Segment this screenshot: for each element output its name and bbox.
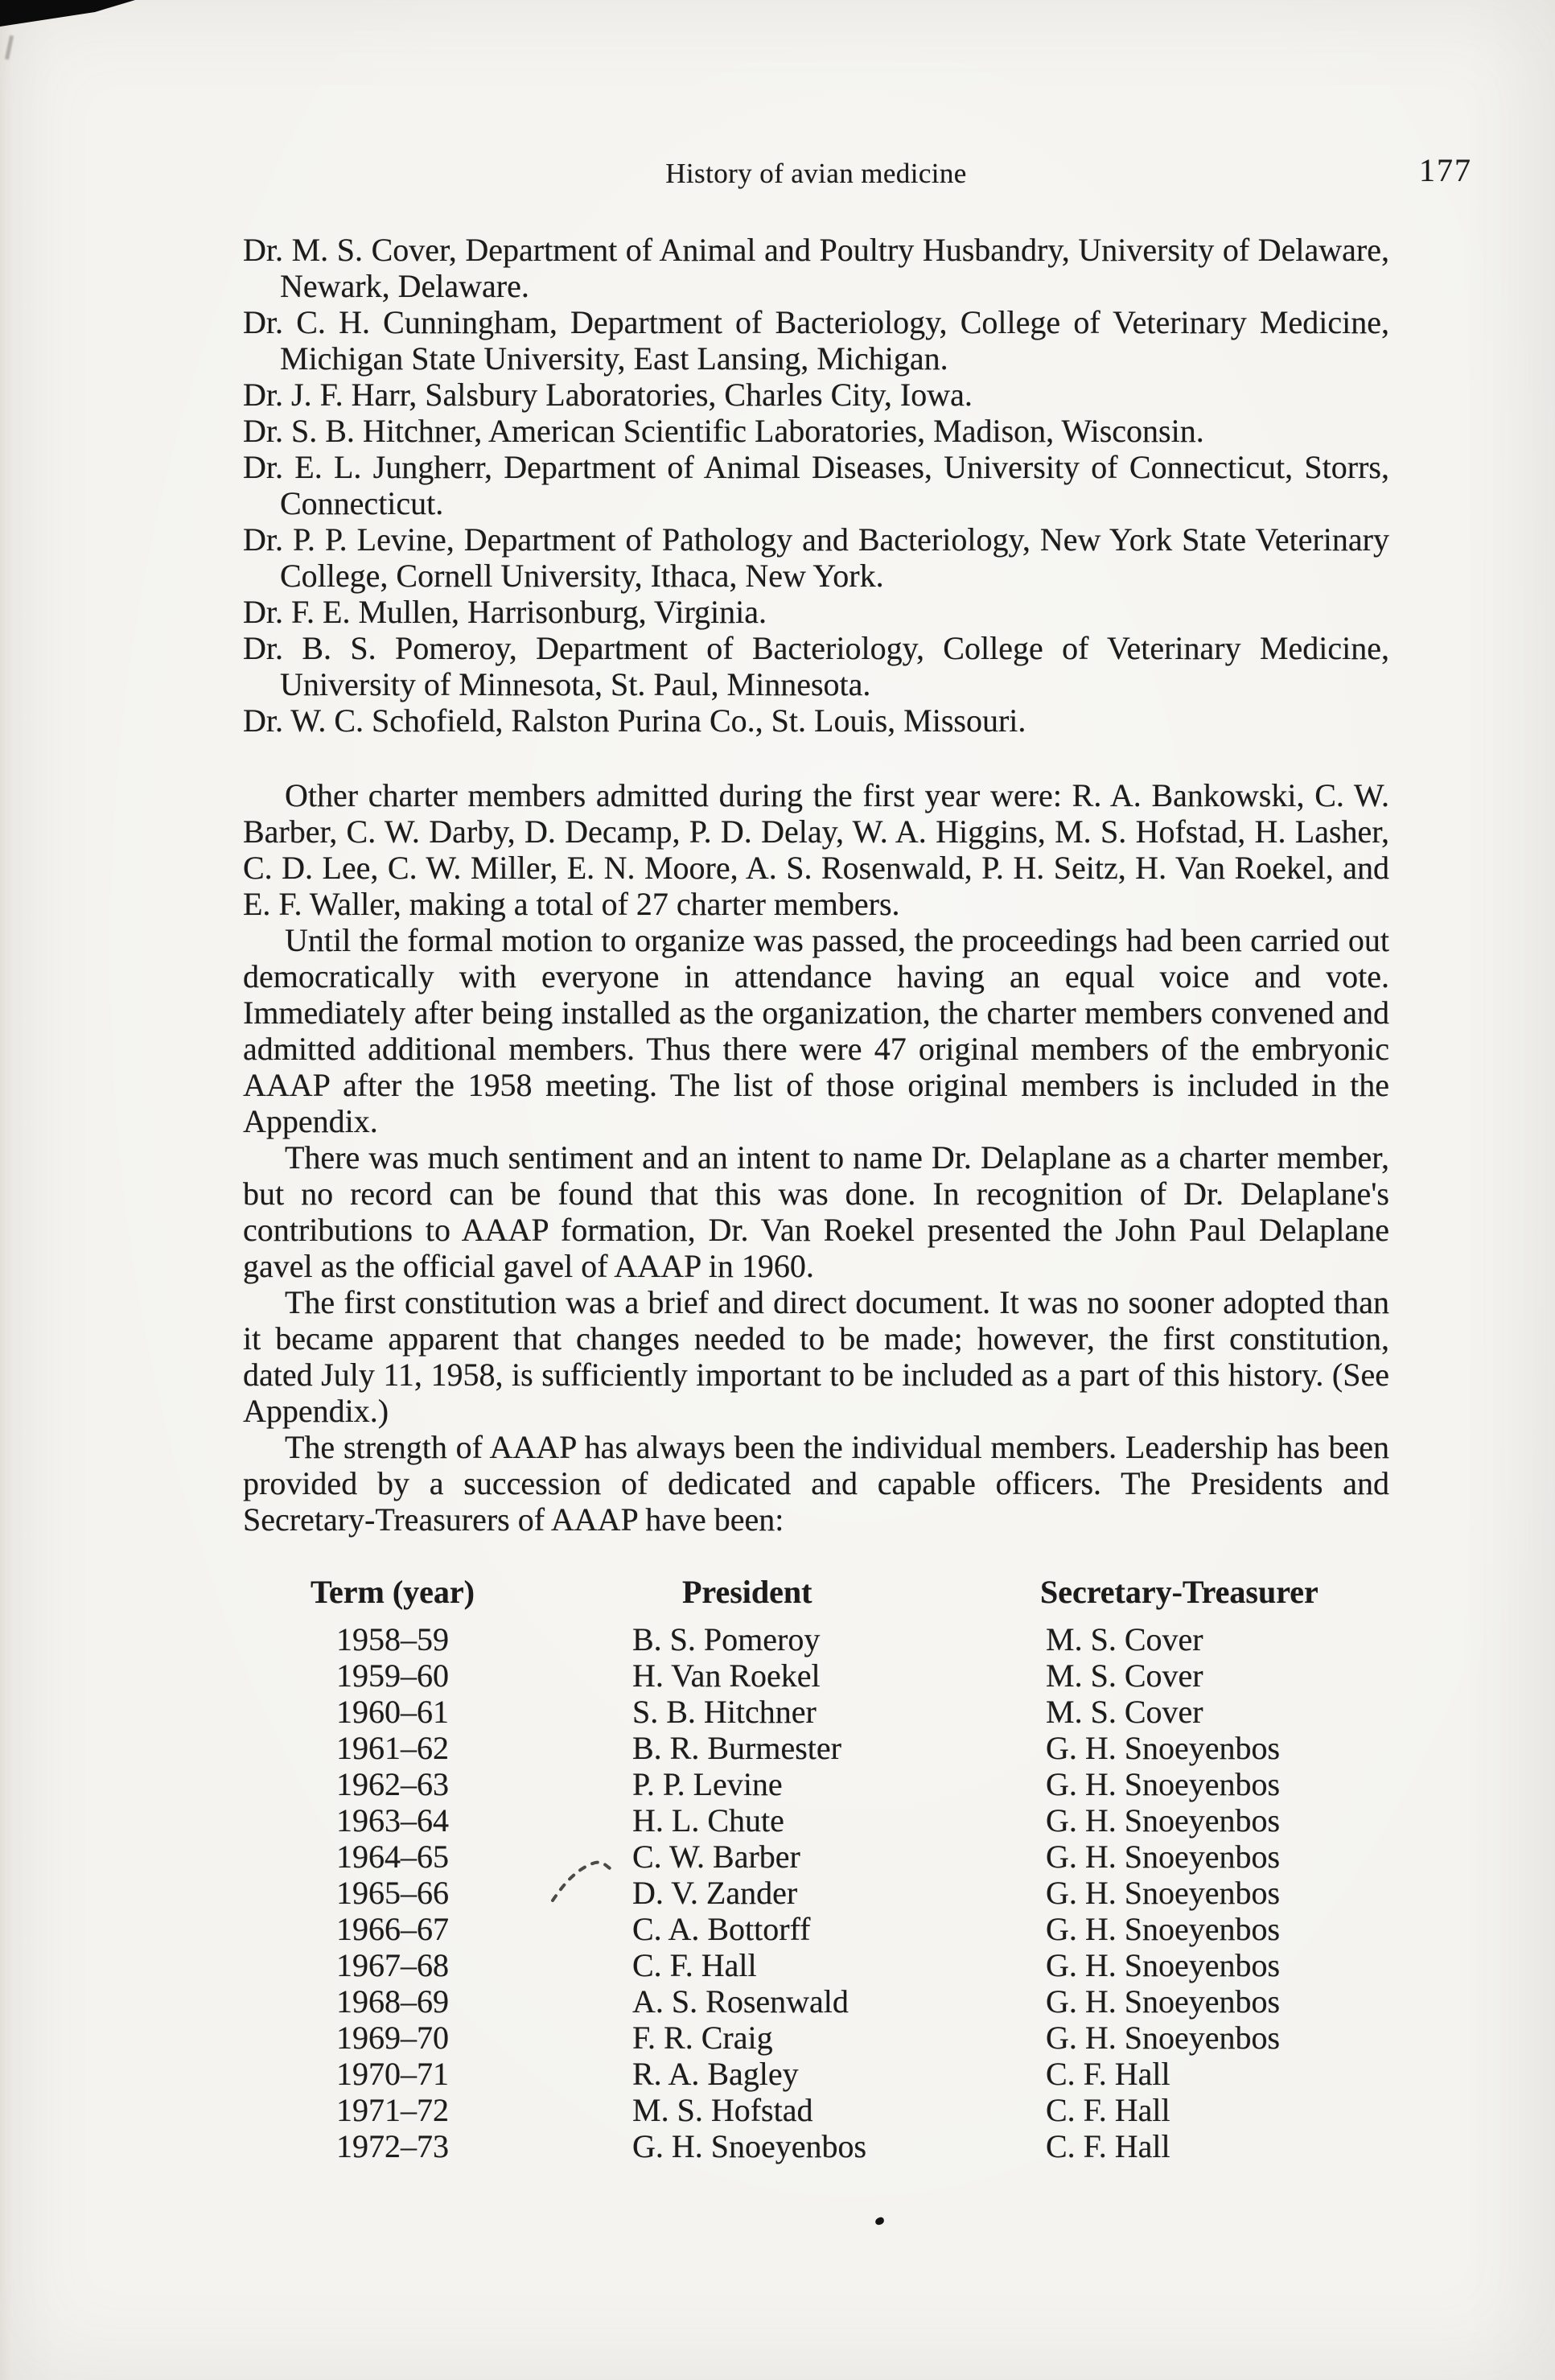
president-cell: C. A. Bottorff bbox=[632, 1911, 811, 1947]
term-cell: 1964–65 bbox=[336, 1839, 449, 1875]
secretary-treasurer-cell: G. H. Snoeyenbos bbox=[1046, 2020, 1281, 2056]
running-head-title: History of avian medicine bbox=[665, 158, 967, 189]
charter-member-entry: Dr. E. L. Jungherr, Department of Animal Diseases, University of Connecticut, Storrs, Connecticut. bbox=[243, 449, 1389, 521]
term-cell: 1969–70 bbox=[336, 2020, 449, 2056]
officers-table-rows bbox=[241, 1621, 1392, 2164]
officers-table-row bbox=[241, 1947, 1392, 1983]
charter-member-entry: Dr. M. S. Cover, Department of Animal and Poultry Husbandry, University of Delaware, Newark, Delaware. bbox=[243, 232, 1389, 304]
charter-member-entry: Dr. J. F. Harr, Salsbury Laboratories, Charles City, Iowa. bbox=[243, 377, 973, 413]
term-cell: 1971–72 bbox=[336, 2092, 449, 2128]
secretary-treasurer-cell: C. F. Hall bbox=[1046, 2128, 1170, 2164]
body-paragraphs bbox=[243, 777, 1389, 1538]
secretary-treasurer-cell: G. H. Snoeyenbos bbox=[1046, 1839, 1281, 1875]
term-cell: 1962–63 bbox=[336, 1766, 449, 1802]
officers-table-row bbox=[241, 1621, 1392, 1657]
secretary-treasurer-cell: M. S. Cover bbox=[1046, 1621, 1203, 1657]
secretary-treasurer-cell: G. H. Snoeyenbos bbox=[1046, 1947, 1281, 1983]
secretary-treasurer-cell: G. H. Snoeyenbos bbox=[1046, 1730, 1281, 1766]
officers-table-row bbox=[241, 1766, 1392, 1802]
term-cell: 1970–71 bbox=[336, 2056, 449, 2092]
scan-smudge-icon bbox=[5, 35, 14, 60]
president-cell: A. S. Rosenwald bbox=[632, 1983, 849, 2020]
officers-table-row bbox=[241, 1875, 1392, 1911]
president-cell: M. S. Hofstad bbox=[632, 2092, 813, 2128]
term-cell: 1965–66 bbox=[336, 1875, 449, 1911]
officers-table-row bbox=[241, 2056, 1392, 2092]
charter-member-entry: Dr. S. B. Hitchner, American Scientific Laboratories, Madison, Wisconsin. bbox=[243, 413, 1204, 449]
secretary-treasurer-cell: G. H. Snoeyenbos bbox=[1046, 1911, 1281, 1947]
secretary-treasurer-cell: M. S. Cover bbox=[1046, 1694, 1203, 1730]
officers-table-header bbox=[241, 1574, 1392, 1610]
term-cell: 1966–67 bbox=[336, 1911, 449, 1947]
term-cell: 1968–69 bbox=[336, 1983, 449, 2020]
pencil-check-mark-icon bbox=[550, 1859, 615, 1909]
body-paragraph: Other charter members admitted during the first year were: R. A. Bankowski, C. W. Barber, C. W. Darby, D. Decamp, P. D. Delay, W. A. Higgins, M. S. Hofstad, H. Lasher, C. D. Lee, C. W. Miller, E. N. Moore, A. S. Rosenwald, P. H. Seitz, H. Van Roekel, and E. F. Waller, making a total of 27 charter members. bbox=[243, 777, 1389, 922]
term-cell: 1958–59 bbox=[336, 1621, 449, 1657]
secretary-treasurer-cell: G. H. Snoeyenbos bbox=[1046, 1983, 1281, 2020]
president-cell: C. F. Hall bbox=[632, 1947, 757, 1983]
page-number: 177 bbox=[1419, 152, 1472, 188]
charter-member-entry: Dr. W. C. Schofield, Ralston Purina Co., St. Louis, Missouri. bbox=[243, 702, 1026, 739]
officers-table-row bbox=[241, 1657, 1392, 1694]
president-cell: P. P. Levine bbox=[632, 1766, 783, 1802]
officers-table-row bbox=[241, 2020, 1392, 2056]
president-cell: F. R. Craig bbox=[632, 2020, 773, 2056]
column-header-term: Term (year) bbox=[311, 1574, 475, 1610]
body-paragraph: Until the formal motion to organize was passed, the proceedings had been carried out democratically with everyone in attendance having an equal voice and vote. Immediately after being installed as the organization, the charter members convened and admitted additional members. Thus there were 47 original members of the embryonic AAAP after the 1958 meeting. The list of those original members is included in the Appendix. bbox=[243, 922, 1389, 1139]
charter-members-address-list bbox=[243, 232, 1389, 739]
officers-table-row bbox=[241, 2092, 1392, 2128]
president-cell: C. W. Barber bbox=[632, 1839, 800, 1875]
president-cell: R. A. Bagley bbox=[632, 2056, 799, 2092]
president-cell: B. R. Burmester bbox=[632, 1730, 841, 1766]
president-cell: H. Van Roekel bbox=[632, 1657, 821, 1694]
charter-member-entry: Dr. F. E. Mullen, Harrisonburg, Virginia. bbox=[243, 594, 767, 630]
term-cell: 1967–68 bbox=[336, 1947, 449, 1983]
body-paragraph: The first constitution was a brief and direct document. It was no sooner adopted than it became apparent that changes needed to be made; however, the first constitution, dated July 11, 1958, is sufficiently important to be included as a part of this history. (See Appendix.) bbox=[243, 1284, 1389, 1429]
president-cell: S. B. Hitchner bbox=[632, 1694, 817, 1730]
term-cell: 1963–64 bbox=[336, 1802, 449, 1839]
officers-table-row bbox=[241, 1802, 1392, 1839]
charter-member-entry: Dr. P. P. Levine, Department of Pathology and Bacteriology, New York State Veterinary College, Cornell University, Ithaca, New York. bbox=[243, 521, 1389, 594]
officers-table-row bbox=[241, 2128, 1392, 2164]
secretary-treasurer-cell: C. F. Hall bbox=[1046, 2092, 1170, 2128]
president-cell: D. V. Zander bbox=[632, 1875, 798, 1911]
body-paragraph: The strength of AAAP has always been the individual members. Leadership has been provided by a succession of dedicated and capable officers. The Presidents and Secretary-Treasurers of AAAP have been: bbox=[243, 1429, 1389, 1538]
officers-table bbox=[241, 1574, 1392, 2164]
body-paragraph: There was much sentiment and an intent to name Dr. Delaplane as a charter member, but no record can be found that this was done. In recognition of Dr. Delaplane's contributions to AAAP formation, Dr. Van Roekel presented the John Paul Delaplane gavel as the official gavel of AAAP in 1960. bbox=[243, 1139, 1389, 1284]
secretary-treasurer-cell: M. S. Cover bbox=[1046, 1657, 1203, 1694]
column-header-president: President bbox=[682, 1574, 812, 1610]
president-cell: G. H. Snoeyenbos bbox=[632, 2128, 867, 2164]
officers-table-row bbox=[241, 1839, 1392, 1875]
secretary-treasurer-cell: C. F. Hall bbox=[1046, 2056, 1170, 2092]
term-cell: 1960–61 bbox=[336, 1694, 449, 1730]
charter-member-entry: Dr. C. H. Cunningham, Department of Bacteriology, College of Veterinary Medicine, Michigan State University, East Lansing, Michigan. bbox=[243, 304, 1389, 377]
secretary-treasurer-cell: G. H. Snoeyenbos bbox=[1046, 1875, 1281, 1911]
president-cell: B. S. Pomeroy bbox=[632, 1621, 821, 1657]
column-header-secretary-treasurer: Secretary-Treasurer bbox=[1040, 1574, 1318, 1610]
secretary-treasurer-cell: G. H. Snoeyenbos bbox=[1046, 1802, 1281, 1839]
term-cell: 1959–60 bbox=[336, 1657, 449, 1694]
term-cell: 1972–73 bbox=[336, 2128, 449, 2164]
officers-table-row bbox=[241, 1911, 1392, 1947]
officers-table-row bbox=[241, 1694, 1392, 1730]
charter-member-entry: Dr. B. S. Pomeroy, Department of Bacteriology, College of Veterinary Medicine, University of Minnesota, St. Paul, Minnesota. bbox=[243, 630, 1389, 702]
officers-table-row bbox=[241, 1730, 1392, 1766]
president-cell: H. L. Chute bbox=[632, 1802, 784, 1839]
officers-table-row bbox=[241, 1983, 1392, 2020]
scan-corner-artifact-icon bbox=[0, 0, 141, 29]
term-cell: 1961–62 bbox=[336, 1730, 449, 1766]
secretary-treasurer-cell: G. H. Snoeyenbos bbox=[1046, 1766, 1281, 1802]
ink-speck-icon bbox=[874, 2217, 885, 2226]
